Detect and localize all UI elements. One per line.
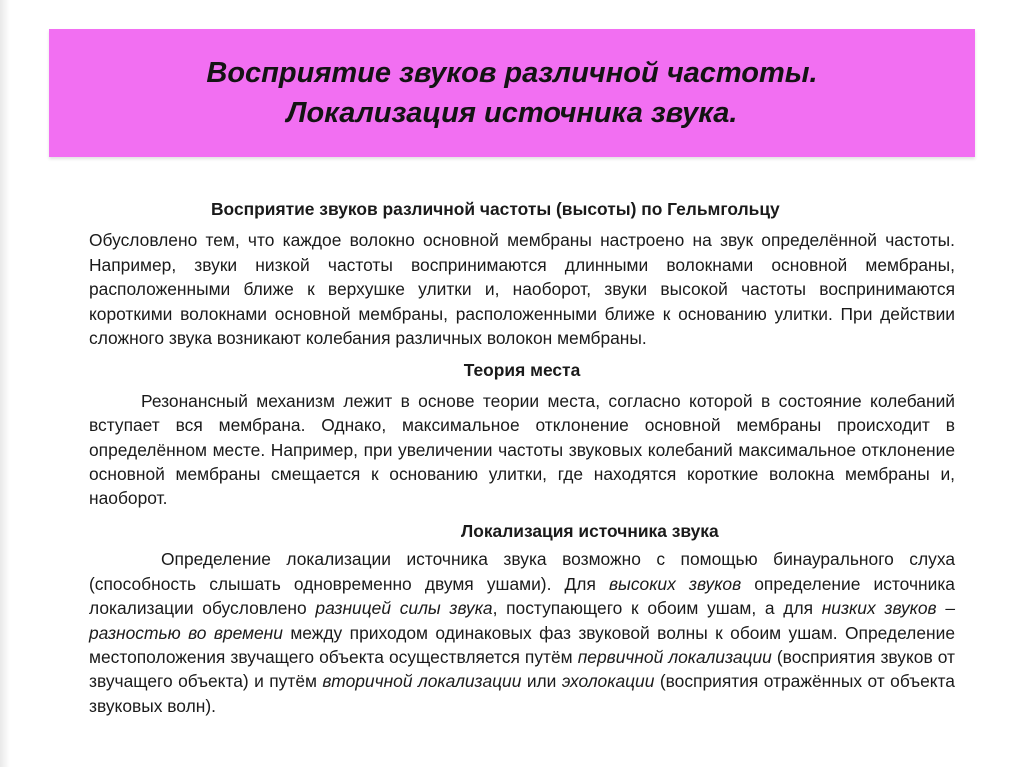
emphasis-intensity-difference: разницей силы звука xyxy=(315,598,493,619)
title-banner xyxy=(49,29,975,157)
paragraph-localization xyxy=(89,547,955,718)
title-line-1: Восприятие звуков различной частоты. xyxy=(206,57,818,89)
paragraph-place-theory: Резонансный механизм лежит в основе теории места, согласно которой в состояние колебаний вступает вся мембрана. Однако, максимальное отклонение основной мембраны происходит в определённом месте. Например, при увеличении частоты звуковых колебаний максимальное отклонение основной мембраны смещается к основанию улитки, где находятся короткие волокна мембраны и, наоборот. xyxy=(89,390,955,509)
text-run: определение источника локализации обусловлено xyxy=(89,573,955,619)
text-run: (восприятия отражённых от объекта звуковых волн). xyxy=(89,671,955,716)
emphasis-secondary-localization: вторичной локализации xyxy=(322,671,522,692)
emphasis-low-sounds: низких звуков – разностью во времени xyxy=(89,598,955,643)
text-run: или xyxy=(521,671,562,692)
section-heading-helmholtz: Восприятие звуков различной частоты (высоты) по Гельмгольцу xyxy=(211,199,780,219)
title-line-2: Локализация источника звука. xyxy=(286,97,738,129)
slide-edge-shadow xyxy=(0,0,10,767)
section-heading-localization: Локализация источника звука xyxy=(461,520,719,541)
text-run: (восприятия звуков от звучащего объекта) и путём xyxy=(89,646,955,692)
emphasis-echolocation: эхолокации xyxy=(561,671,655,692)
emphasis-primary-localization: первичной локализации xyxy=(577,646,772,667)
paragraph-helmholtz: Обусловлено тем, что каждое волокно основной мембраны настроено на звук определённой частоты. Например, звуки низкой частоты воспринимаются длинными волокнами основной мембраны, расположенными ближе к верхушке улитки и, наоборот, звуки высокой частоты воспринимаются короткими волокнами основной мембраны, расположенными ближе к основанию улитки. При действии сложного звука возникают колебания различных волокон мембраны. xyxy=(89,230,955,349)
section-heading-place-theory: Теория места xyxy=(463,360,581,381)
text-run: , поступающего к обоим ушам, а для xyxy=(492,598,822,619)
text-run: между приходом одинаковых фаз звуковой волны к обоим ушам. Определение местоположения звучащего объекта осуществляется путём xyxy=(89,622,955,667)
emphasis-high-sounds: высоких звуков xyxy=(608,573,742,594)
text-run: Определение локализации источника звука возможно с помощью бинаурального слуха (способность слышать одновременно двумя ушами). Для xyxy=(89,549,955,594)
slide-content xyxy=(89,197,955,718)
